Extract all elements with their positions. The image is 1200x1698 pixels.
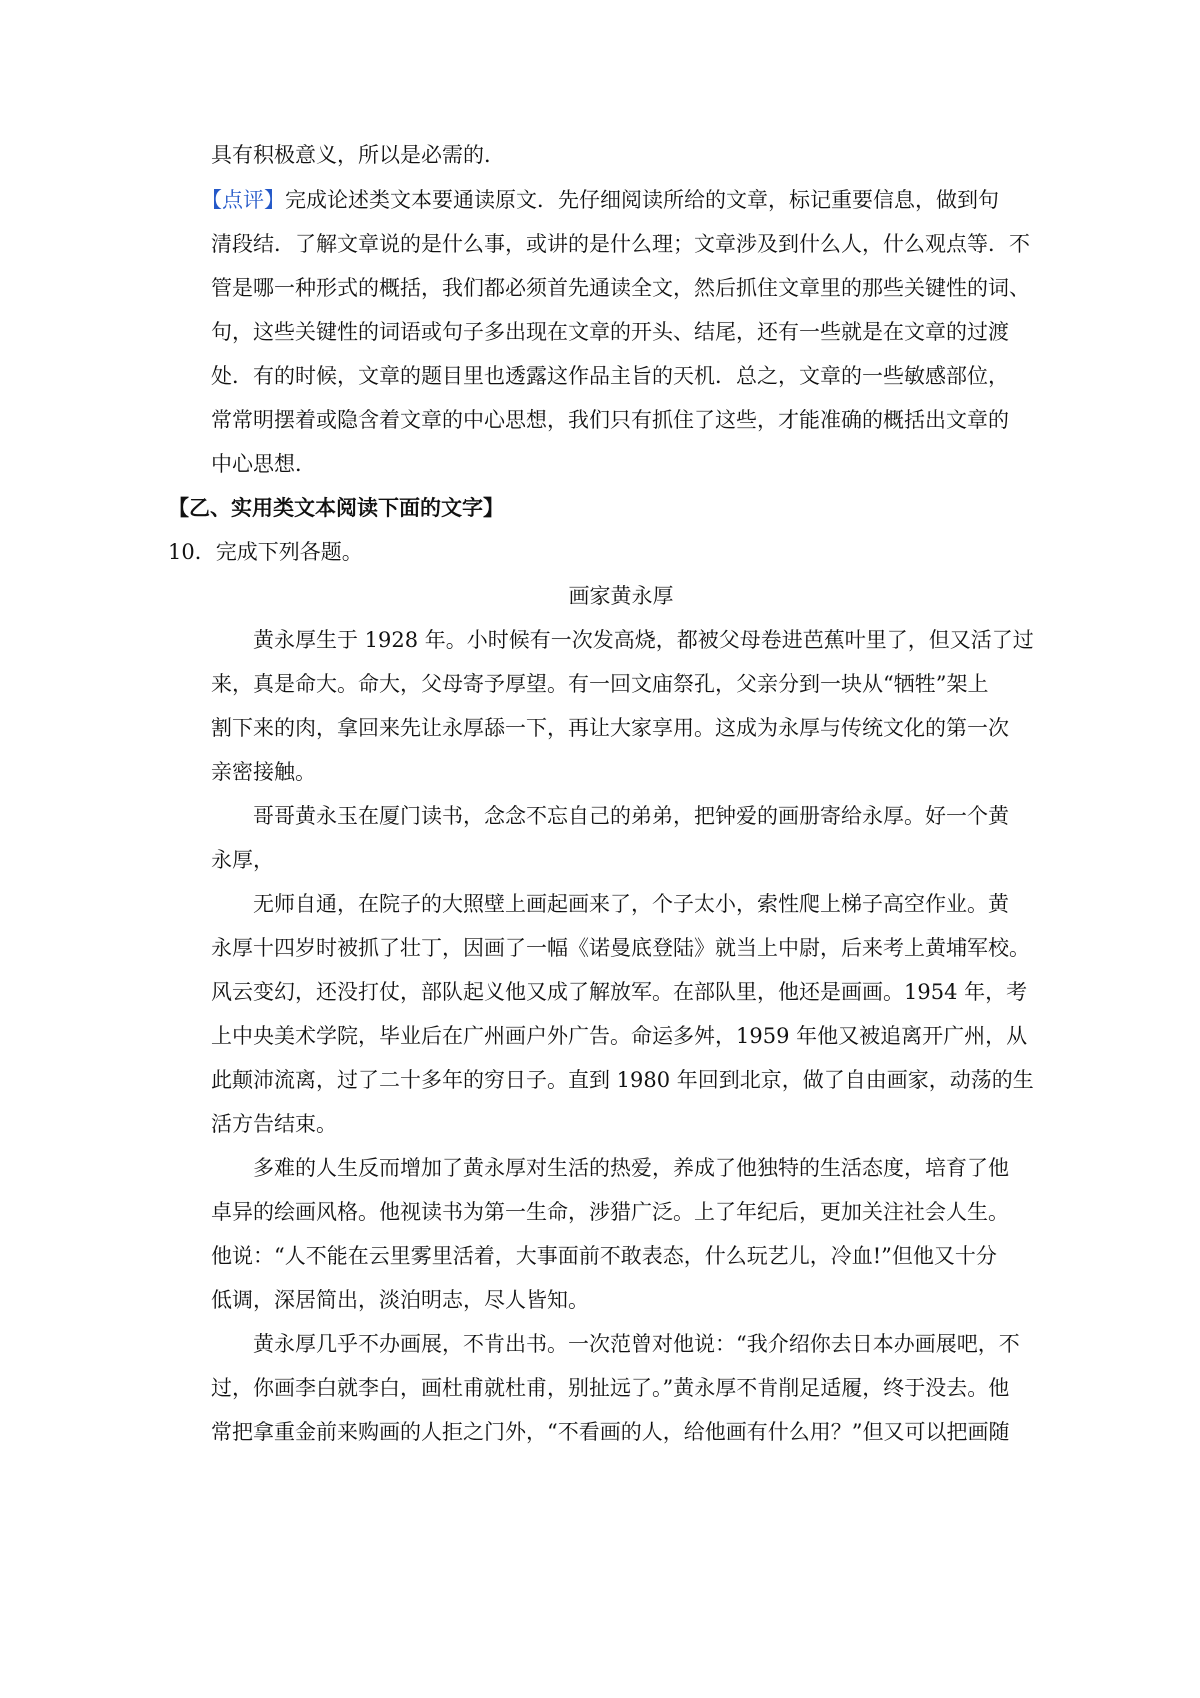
analysis-tail-line: 具有积极意义，所以是必需的． <box>211 143 505 167</box>
article-line: 来，真是命大。命大，父母寄予厚望。有一回文庙祭孔，父亲分到一块从“牺牲”架上 <box>211 672 989 696</box>
article-line: 割下来的肉，拿回来先让永厚舔一下，再让大家享用。这成为永厚与传统文化的第一次 <box>211 716 1009 740</box>
comment-line-2: 清段结．了解文章说的是什么事，或讲的是什么理；文章涉及到什么人，什么观点等．不 <box>211 232 1030 256</box>
article-line: 永厚十四岁时被抓了壮丁，因画了一幅《诺曼底登陆》就当上中尉，后来考上黄埔军校。 <box>211 936 1030 960</box>
article-line: 上中央美术学院，毕业后在广州画户外广告。命运多舛，1959 年他又被追离开广州，从 <box>211 1024 1028 1048</box>
question-number: 10．完成下列各题。 <box>168 540 363 564</box>
comment-line-3: 管是哪一种形式的概括，我们都必须首先通读全文，然后抓住文章里的那些关键性的词、 <box>211 276 1030 300</box>
article-line: 过，你画李白就李白，画杜甫就杜甫，别扯远了。”黄永厚不肯削足适履，终于没去。他 <box>211 1376 1010 1400</box>
article-line: 风云变幻，还没打仗，部队起义他又成了解放军。在部队里，他还是画画。1954 年，考 <box>211 980 1028 1004</box>
comment-line-6: 常常明摆着或隐含着文章的中心思想，我们只有抓住了这些，才能准确的概括出文章的 <box>211 408 1009 432</box>
article-line: 无师自通，在院子的大照壁上画起画来了，个子太小，索性爬上梯子高空作业。黄 <box>253 892 1009 916</box>
comment-text: 完成论述类文本要通读原文．先仔细阅读所给的文章，标记重要信息，做到句 <box>285 188 999 212</box>
section-heading: 【乙、实用类文本阅读下面的文字】 <box>168 495 504 520</box>
article-line: 黄永厚几乎不办画展，不肯出书。一次范曾对他说：“我介绍你去日本办画展吧，不 <box>253 1332 1020 1356</box>
comment-line-5: 处．有的时候，文章的题目里也透露这作品主旨的天机．总之，文章的一些敏感部位， <box>211 364 1009 388</box>
article-line: 黄永厚生于 1928 年。小时候有一次发高烧，都被父母卷进芭蕉叶里了，但又活了过 <box>253 628 1034 652</box>
comment-line-7: 中心思想． <box>211 452 316 476</box>
article-title: 画家黄永厚 <box>568 584 674 608</box>
article-line: 此颠沛流离，过了二十多年的穷日子。直到 1980 年回到北京，做了自由画家，动荡的生 <box>211 1068 1034 1092</box>
comment-tag: 【点评】 <box>201 188 285 212</box>
article-line: 哥哥黄永玉在厦门读书，念念不忘自己的弟弟，把钟爱的画册寄给永厚。好一个黄 <box>253 804 1009 828</box>
comment-line-1 <box>201 185 1021 215</box>
article-line: 卓异的绘画风格。他视读书为第一生命，涉猎广泛。上了年纪后，更加关注社会人生。 <box>211 1200 1009 1224</box>
article-line: 活方告结束。 <box>211 1112 337 1136</box>
article-line: 他说：“人不能在云里雾里活着，大事面前不敢表态，什么玩艺儿，冷血!”但他又十分 <box>211 1244 997 1268</box>
article-line: 多难的人生反而增加了黄永厚对生活的热爱，养成了他独特的生活态度，培育了他 <box>253 1156 1009 1180</box>
article-line: 亲密接触。 <box>211 760 316 784</box>
comment-line-4: 句，这些关键性的词语或句子多出现在文章的开头、结尾，还有一些就是在文章的过渡 <box>211 320 1009 344</box>
article-line: 低调，深居简出，淡泊明志，尽人皆知。 <box>211 1288 589 1312</box>
article-line: 永厚， <box>211 848 274 872</box>
article-line: 常把拿重金前来购画的人拒之门外，“不看画的人，给他画有什么用？”但又可以把画随 <box>211 1420 1010 1444</box>
